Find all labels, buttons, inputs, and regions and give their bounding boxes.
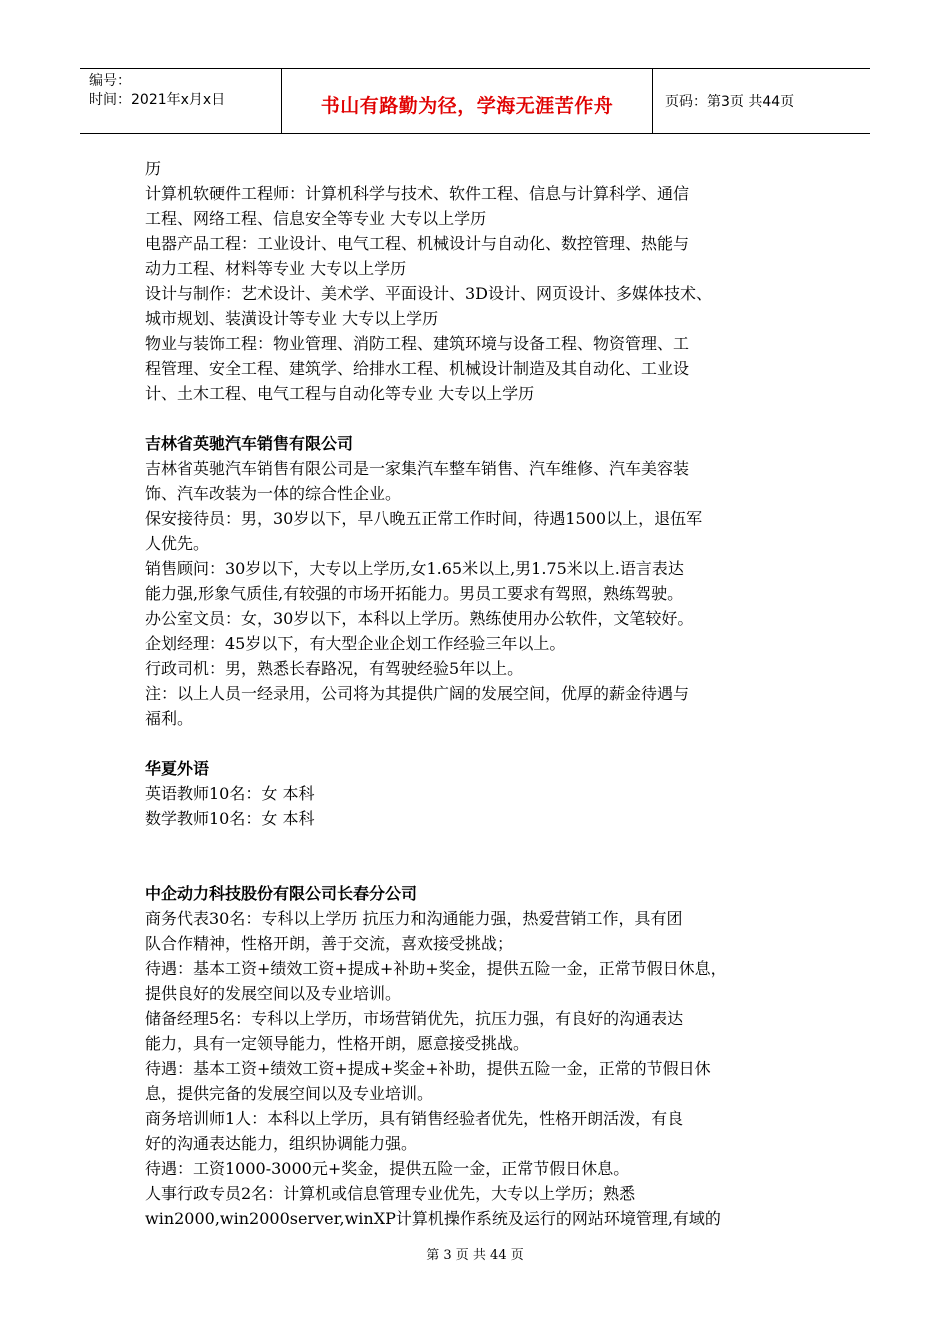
header-page-info: 页码：第3页 共44页: [665, 94, 795, 110]
spacer: [145, 731, 825, 756]
text-line: 动力工程、材料等专业 大专以上学历: [145, 259, 407, 278]
text-line: 待遇：基本工资+绩效工资+提成+奖金+补助，提供五险一金，正常的节假日休: [145, 1059, 711, 1078]
text-line: 物业与装饰工程：物业管理、消防工程、建筑环境与设备工程、物资管理、工: [145, 334, 690, 353]
text-line: 电器产品工程：工业设计、电气工程、机械设计与自动化、数控管理、热能与: [145, 234, 690, 253]
text-line: 息，提供完备的发展空间以及专业培训。: [145, 1084, 434, 1103]
section-title: 中企动力科技股份有限公司长春分公司: [145, 884, 418, 903]
text-line: 计算机软硬件工程师：计算机科学与技术、软件工程、信息与计算科学、通信: [145, 184, 690, 203]
text-line: 历: [145, 159, 162, 178]
text-line: 保安接待员：男，30岁以下，早八晚五正常工作时间，待遇1500以上，退伍军: [145, 509, 703, 528]
text-line: 待遇：工资1000-3000元+奖金，提供五险一金，正常节假日休息。: [145, 1159, 630, 1178]
text-line: 数学教师10名：女 本科: [145, 809, 315, 828]
document-body: [145, 156, 825, 1231]
section-continuation: [145, 156, 825, 406]
document-date: 时间：2021年x月x日: [89, 92, 226, 108]
text-line: 饰、汽车改装为一体的综合性企业。: [145, 484, 402, 503]
text-line: 销售顾问：30岁以下，大专以上学历,女1.65米以上,男1.75米以上.语言表达: [145, 559, 684, 578]
text-line: 英语教师10名：女 本科: [145, 784, 315, 803]
text-line: 好的沟通表达能力，组织协调能力强。: [145, 1134, 418, 1153]
section-huaxia: [145, 756, 825, 831]
text-line: 福利。: [145, 709, 194, 728]
spacer: [145, 831, 825, 881]
text-line: 城市规划、装潢设计等专业 大专以上学历: [145, 309, 439, 328]
text-line: 程管理、安全工程、建筑学、给排水工程、机械设计制造及其自动化、工业设: [145, 359, 690, 378]
section-yingchi: [145, 431, 825, 731]
text-line: 待遇：基本工资+绩效工资+提成+补助+奖金，提供五险一金，正常节假日休息，: [145, 959, 727, 978]
header-meta-cell: [80, 69, 282, 133]
header-motto: 书山有路勤为径，学海无涯苦作舟: [282, 69, 653, 133]
text-line: 办公室文员：女，30岁以下，本科以上学历。熟练使用办公软件，文笔较好。: [145, 609, 694, 628]
spacer: [145, 406, 825, 431]
section-title: 华夏外语: [145, 759, 210, 778]
text-line: 商务培训师1人：本科以上学历，具有销售经验者优先，性格开朗活泼，有良: [145, 1109, 684, 1128]
text-line: 队合作精神，性格开朗，善于交流，喜欢接受挑战；: [145, 934, 514, 953]
text-line: 设计与制作：艺术设计、美术学、平面设计、3D设计、网页设计、多媒体技术、: [145, 284, 713, 303]
text-line: 吉林省英驰汽车销售有限公司是一家集汽车整车销售、汽车维修、汽车美容装: [145, 459, 690, 478]
page-header: [80, 68, 870, 134]
text-line: 能力强,形象气质佳,有较强的市场开拓能力。男员工要求有驾照，熟练驾驶。: [145, 584, 684, 603]
text-line: 提供良好的发展空间以及专业培训。: [145, 984, 402, 1003]
text-line: 注：以上人员一经录用，公司将为其提供广阔的发展空间，优厚的薪金待遇与: [145, 684, 690, 703]
section-zhongqi: [145, 881, 825, 1231]
text-line: 人优先。: [145, 534, 210, 553]
page-footer: 第 3 页 共 44 页: [426, 1248, 524, 1263]
section-title: 吉林省英驰汽车销售有限公司: [145, 434, 354, 453]
document-number-label: 编号：: [89, 73, 131, 89]
text-line: 储备经理5名：专科以上学历，市场营销优先，抗压力强，有良好的沟通表达: [145, 1009, 684, 1028]
text-line: 工程、网络工程、信息安全等专业 大专以上学历: [145, 209, 487, 228]
text-line: 能力，具有一定领导能力，性格开朗，愿意接受挑战。: [145, 1034, 530, 1053]
text-line: 计、土木工程、电气工程与自动化等专业 大专以上学历: [145, 384, 535, 403]
text-line: 行政司机：男，熟悉长春路况，有驾驶经验5年以上。: [145, 659, 524, 678]
text-line: 企划经理：45岁以下，有大型企业企划工作经验三年以上。: [145, 634, 566, 653]
text-line: 人事行政专员2名：计算机或信息管理专业优先，大专以上学历；熟悉: [145, 1184, 636, 1203]
text-line: win2000,win2000server,winXP计算机操作系统及运行的网站环境管理,有域的: [145, 1209, 721, 1228]
text-line: 商务代表30名：专科以上学历 抗压力和沟通能力强，热爱营销工作，具有团: [145, 909, 683, 928]
